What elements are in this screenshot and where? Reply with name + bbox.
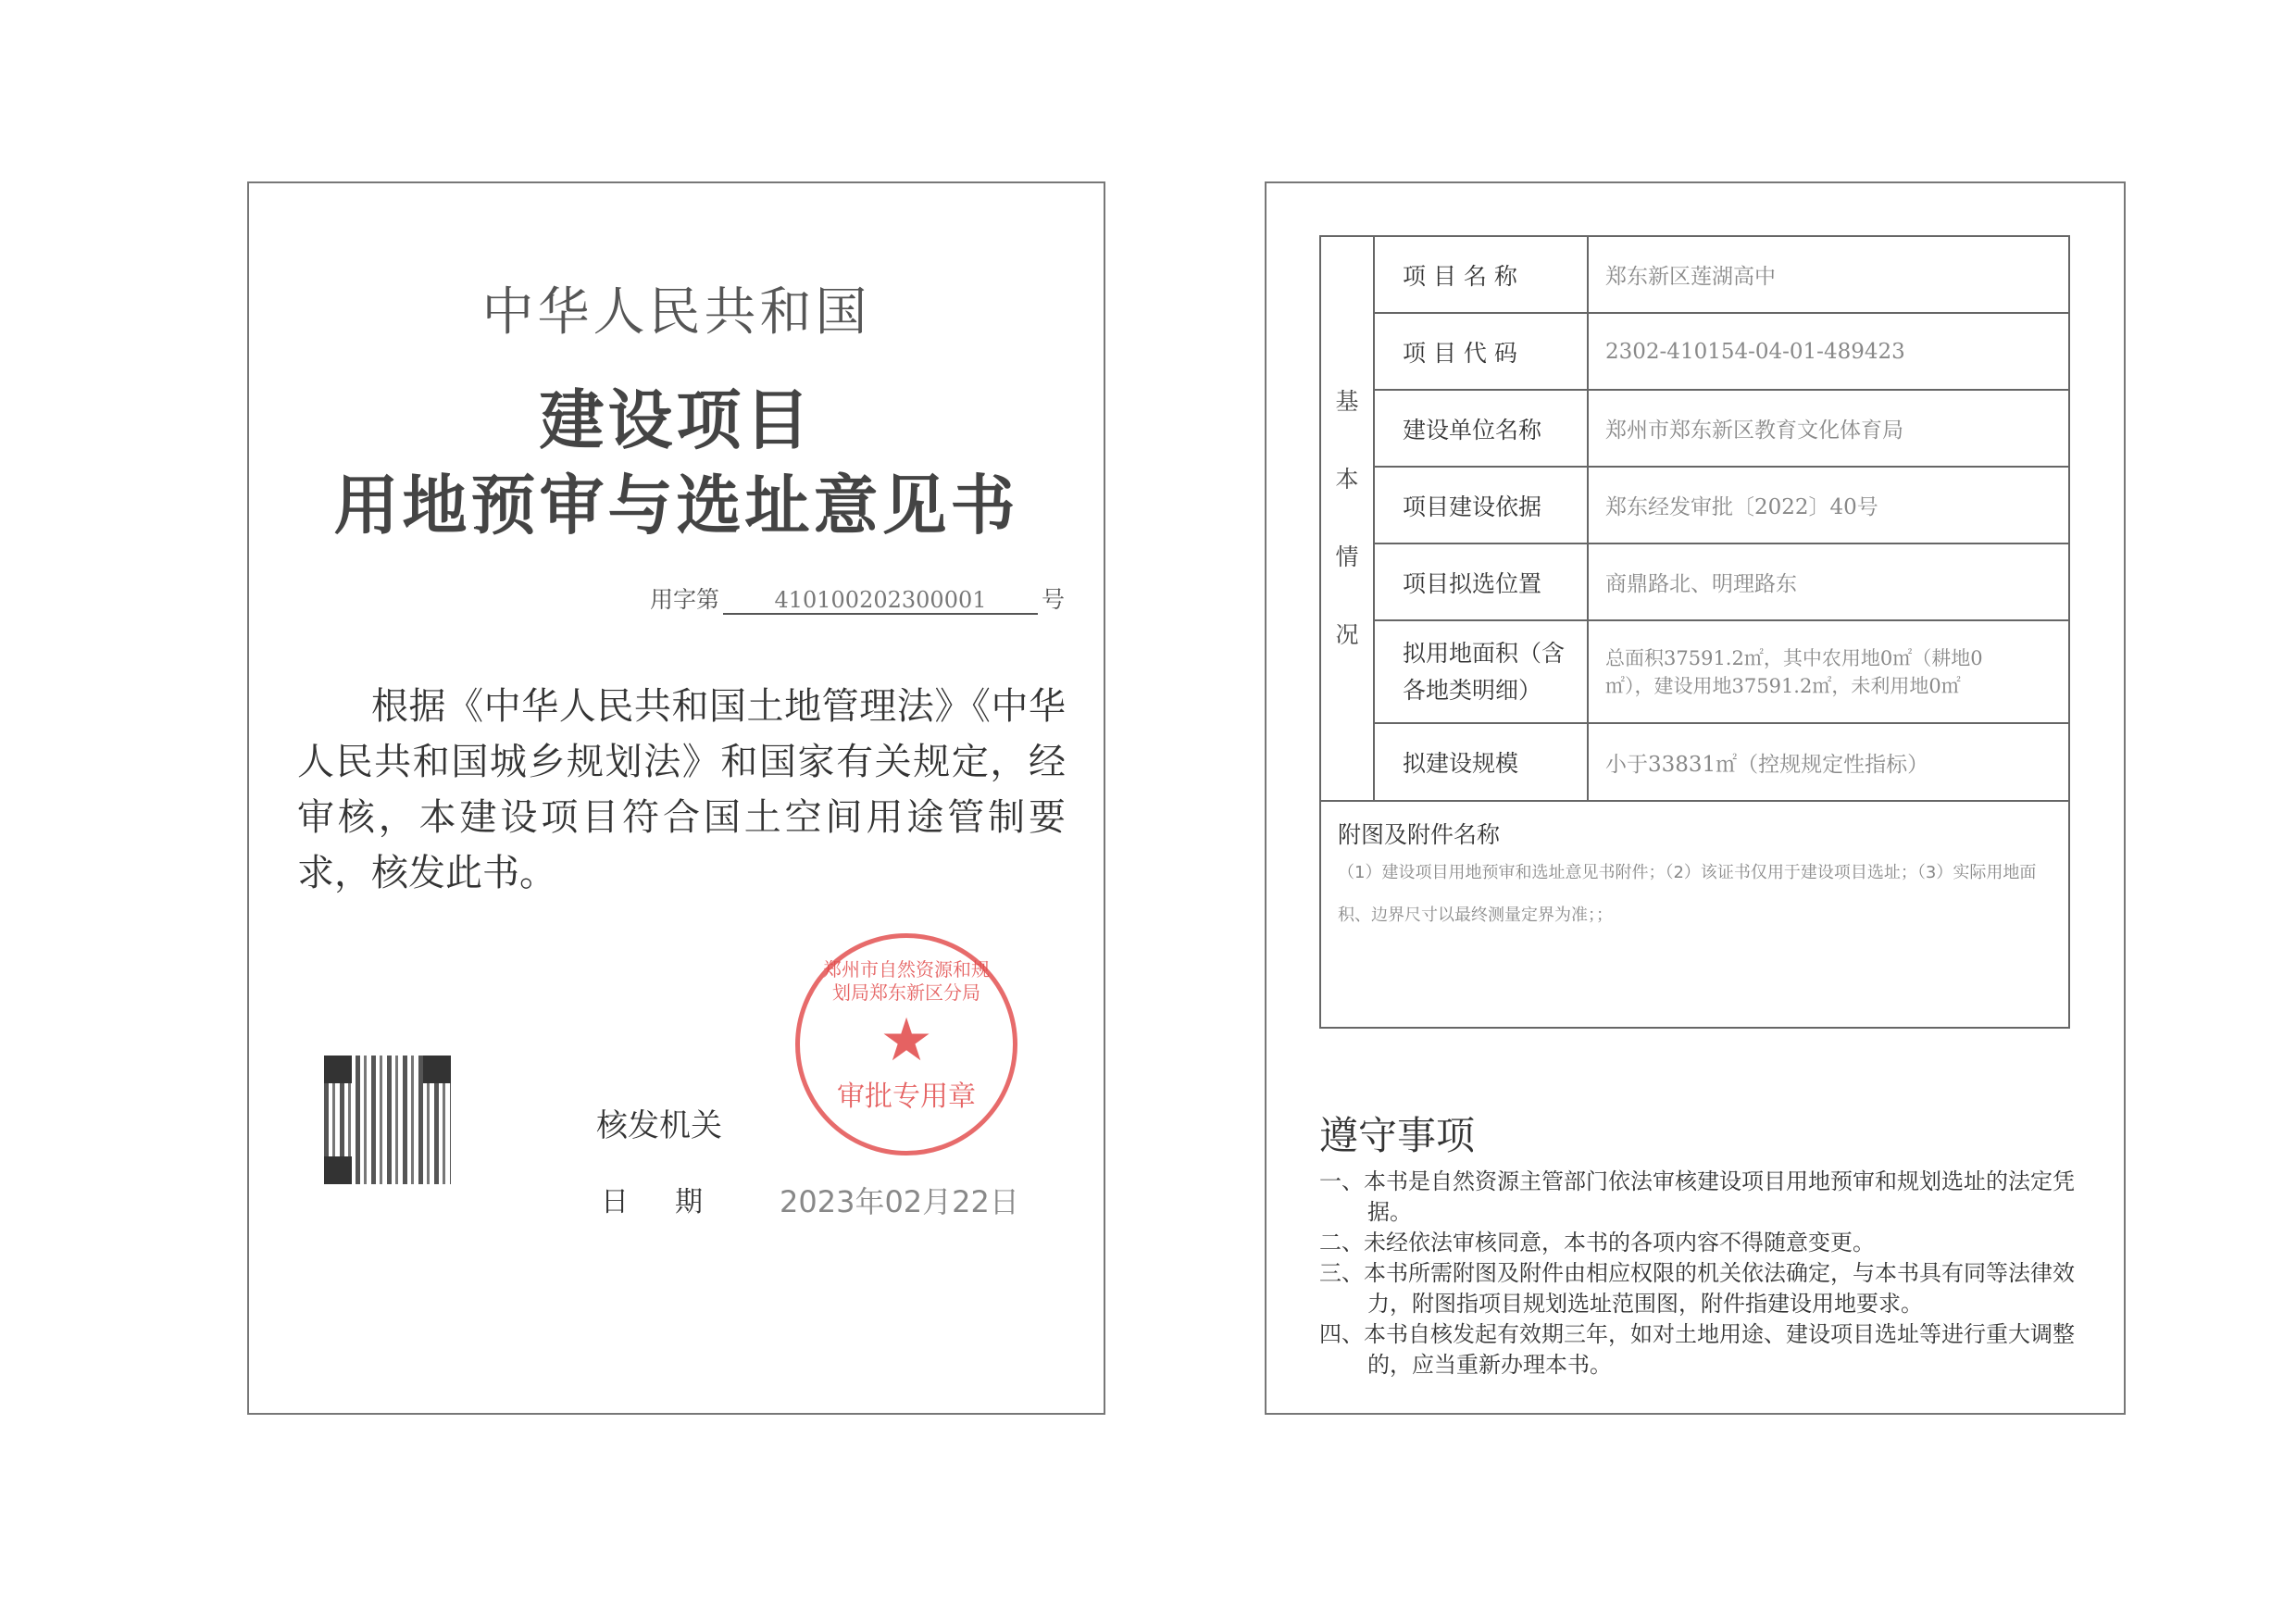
serial-number-line [650,581,1065,615]
row-label: 项 目 代 码 [1374,313,1588,390]
row-value: 总面积37591.2㎡，其中农用地0㎡（耕地0㎡），建设用地37591.2㎡，未利用地0㎡ [1588,620,2069,723]
row-label: 拟建设规模 [1374,723,1588,801]
row-value: 郑州市郑东新区教育文化体育局 [1588,390,2069,467]
title-line-1: 建设项目 [539,382,814,458]
title-line-2: 用地预审与选址意见书 [333,468,1019,543]
serial-prefix: 用字第 [649,586,719,613]
table-row [1320,390,2069,467]
row-label: 项 目 名 称 [1374,236,1588,313]
row-label: 项目建设依据 [1374,467,1588,543]
table-row [1320,620,2069,723]
rules-title: 遵守事项 [1319,1113,1476,1158]
row-value: 2302-410154-04-01-489423 [1588,313,2069,390]
table-row [1320,236,2069,313]
rule-item: 二、未经依法审核同意，本书的各项内容不得随意变更。 [1319,1230,1875,1255]
seal-org-text: 郑州市自然资源和规划局郑东新区分局 [823,958,990,1004]
attachments-title: 附图及附件名称 [1338,821,1501,848]
serial-number: 410100202300001 [723,587,1038,615]
table-row [1320,723,2069,801]
seal-purpose-text: 审批专用章 [837,1081,976,1113]
table-row [1320,313,2069,390]
serial-suffix: 号 [1041,586,1065,613]
row-label: 项目拟选位置 [1374,543,1588,620]
row-label: 拟用地面积（含各地类明细） [1374,620,1588,723]
basic-info-table [1319,235,2070,1029]
qr-code [324,1056,451,1184]
rules-list [1319,1167,2088,1380]
country-name: 中华人民共和国 [481,282,871,343]
certificate-cover-page [247,181,1105,1415]
rule-item: 三、本书所需附图及附件由相应权限的机关依法确定，与本书具有同等法律效力，附图指项目规划选址范围图，附件指建设用地要求。 [1319,1260,2075,1317]
certificate-detail-page [1265,181,2126,1415]
table-row [1320,467,2069,543]
attachments-cell [1320,801,2069,1028]
certificate-body-text: 根据《中华人民共和国土地管理法》《中华人民共和国城乡规划法》和国家有关规定，经审核，本建设项目符合国土空间用途管制要求，核发此书。 [297,685,1066,894]
star-icon: ★ [880,1006,933,1075]
date-label: 日期 [601,1186,749,1218]
issue-date: 2023年02月22日 [780,1184,1019,1219]
row-value: 小于33831㎡（控规规定性指标） [1588,723,2069,801]
row-label: 建设单位名称 [1374,390,1588,467]
rule-item: 一、本书是自然资源主管部门依法审核建设项目用地预审和规划选址的法定凭据。 [1319,1168,2075,1225]
official-seal [795,933,1017,1156]
rule-item: 四、本书自核发起有效期三年，如对土地用途、建设项目选址等进行重大调整的，应当重新办理本书。 [1319,1321,2075,1378]
attachments-row [1320,801,2069,1028]
section-label-text: 基本情况 [1335,388,1359,648]
table-row [1320,543,2069,620]
row-value: 郑东经发审批〔2022〕40号 [1588,467,2069,543]
issuer-label: 核发机关 [596,1107,722,1144]
row-value: 商鼎路北、明理路东 [1588,543,2069,620]
section-label [1320,236,1374,801]
row-value: 郑东新区莲湖高中 [1588,236,2069,313]
attachments-text: （1）建设项目用地预审和选址意见书附件；（2）该证书仅用于建设项目选址；（3）实际用地面积、边界尺寸以最终测量定界为准；； [1338,863,2037,925]
